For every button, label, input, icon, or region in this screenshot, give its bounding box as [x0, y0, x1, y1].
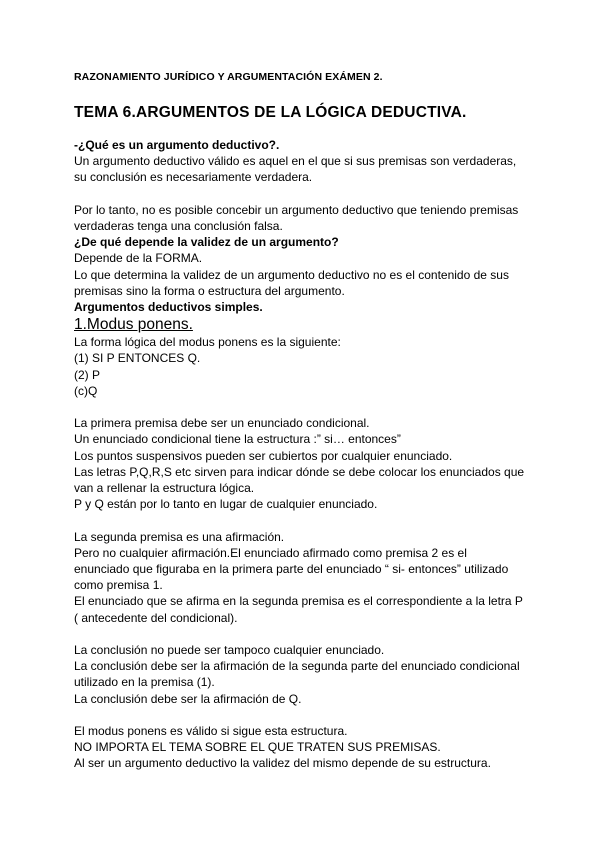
formula-line: (1) SI P ENTONCES Q. [74, 351, 201, 366]
text-line: Depende de la FORMA. [74, 251, 203, 266]
text-line: La conclusión debe ser la afirmación de Q. [74, 691, 302, 706]
section-heading: Argumentos deductivos simples. [74, 300, 263, 315]
text-line: Por lo tanto, no es posible concebir un argumento deductivo que teniendo premisas [74, 202, 519, 217]
text-line: El enunciado que se afirma en la segunda premisa es el correspondiente a la letra P [74, 594, 523, 609]
text-line: van a rellenar la estructura lógica. [74, 481, 255, 496]
text-line: Un argumento deductivo válido es aquel en el que si sus premisas son verdaderas, [74, 154, 517, 169]
text-line: Un enunciado condicional tiene la estructura :” si… entonces” [74, 432, 401, 447]
formula-line: (2) P [74, 367, 101, 382]
text-line: Al ser un argumento deductivo la validez del mismo depende de su estructura. [74, 756, 491, 771]
page-title: TEMA 6.ARGUMENTOS DE LA LÓGICA DEDUCTIVA. [74, 104, 467, 121]
text-line: La conclusión no puede ser tampoco cualquier enunciado. [74, 643, 385, 658]
text-line: como premisa 1. [74, 578, 163, 593]
formula-line: (c)Q [74, 383, 98, 398]
text-line: verdaderas tenga una conclusión falsa. [74, 219, 283, 233]
document-body [74, 137, 544, 772]
text-line: La forma lógica del modus ponens es la siguiente: [74, 335, 341, 350]
text-line: Lo que determina la validez de un argumento deductivo no es el contenido de sus [74, 267, 509, 282]
text-line: El modus ponens es válido si sigue esta estructura. [74, 724, 348, 739]
question-heading: -¿Qué es un argumento deductivo?. [74, 138, 280, 152]
text-line: Las letras P,Q,R,S etc sirven para indicar dónde se debe colocar los enunciados que [74, 464, 525, 479]
text-line: Los puntos suspensivos pueden ser cubiertos por cualquier enunciado. [74, 448, 453, 463]
text-line: premisas sino la forma o estructura del argumento. [74, 283, 345, 298]
text-line: ( antecedente del condicional). [74, 610, 238, 625]
subsection-heading: 1.Modus ponens. [74, 316, 193, 334]
question-heading: ¿De qué depende la validez de un argumento? [74, 235, 339, 250]
text-line: La primera premisa debe ser un enunciado condicional. [74, 416, 370, 431]
text-line: enunciado que figuraba en la primera parte del enunciado “ si- entonces” utilizado [74, 562, 509, 577]
text-line: La conclusión debe ser la afirmación de la segunda parte del enunciado condicional [74, 659, 520, 674]
text-line: su conclusión es necesariamente verdadera. [74, 170, 313, 185]
document-header: RAZONAMIENTO JURÍDICO Y ARGUMENTACIÓN EXÁMEN 2. [74, 71, 383, 83]
text-line: NO IMPORTA EL TEMA SOBRE EL QUE TRATEN SUS PREMISAS. [74, 740, 441, 755]
text-line: P y Q están por lo tanto en lugar de cualquier enunciado. [74, 497, 378, 512]
text-line: utilizado en la premisa (1). [74, 675, 215, 690]
text-line: La segunda premisa es una afirmación. [74, 529, 285, 544]
text-line: Pero no cualquier afirmación.El enunciado afirmado como premisa 2 es el [74, 545, 467, 560]
